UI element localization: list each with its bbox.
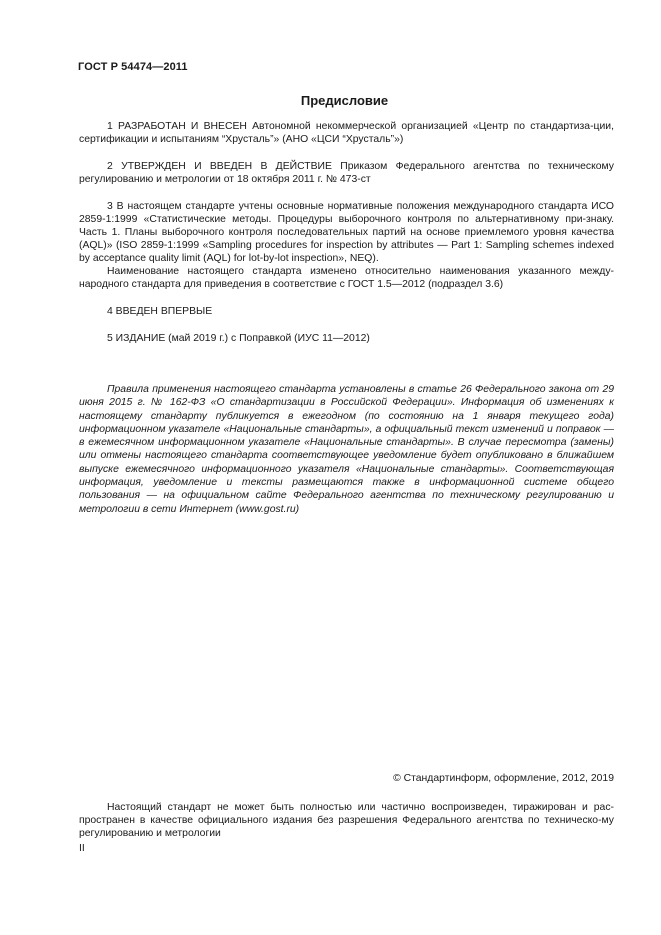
foreword-body (79, 120, 614, 359)
foreword-item-3-note: Наименование настоящего стандарта изменено относительно наименования указанного между-народного стандарта для приведения в соответствие с ГОСТ 1.5—2012 (подраздел 3.6) (79, 266, 614, 290)
reproduction-restriction-notice: Настоящий стандарт не может быть полностью или частично воспроизведен, тиражирован и рас-пространен в качестве официального издания без разрешения Федерального агентства по техническо-му регулированию и метрологии (79, 802, 614, 839)
application-rules-notice: Правила применения настоящего стандарта установлены в статье 26 Федерального закона от 29 июня 2015 г. № 162-ФЗ «О стандартизации в Российской Федерации». Информация об изменениях к настоящему стандарту публикуется в ежегодном (по состоянию на 1 января текущего года) информационном указателе «Национальные стандарты», а официальный текст изменений и поправок — в ежемесячном информационном указателе «Национальные стандарты». В случае пересмотра (замены) или отмены настоящего стандарта соответствующее уведомление будет опубликовано в ближайшем выпуске ежемесячного информационного указателя «Национальные стандарты». Соответствующая информация, уведомление и тексты размещаются также в информационной системе общего пользования — на официальном сайте Федерального агентства по техническому регулированию и метрологии в сети Интернет (www.gost.ru) (79, 384, 614, 515)
page-number: II (79, 843, 85, 854)
foreword-item-3: 3 В настоящем стандарте учтены основные нормативные положения международного стандарта ИСО 2859-1:1999 «Статистические методы. Процедуры выборочного контроля по альтернативному при-знаку. Часть 1. Планы выборочного контроля последовательных партий на основе приемлемого уровня качества (AQL)» (ISO 2859-1:1999 «Sampling procedures for inspection by attributes — Part 1: Sampling schemes indexed by acceptance quality limit (AQL) for lot-by-lot inspection», NEQ). (79, 201, 614, 264)
standard-id-header: ГОСТ Р 54474—2011 (78, 61, 188, 73)
copyright-line: © Стандартинформ, оформление, 2012, 2019 (393, 773, 614, 784)
page-title: Предисловие (300, 93, 389, 108)
foreword-item-4: 4 ВВЕДЕН ВПЕРВЫЕ (107, 306, 213, 317)
foreword-item-2: 2 УТВЕРЖДЕН И ВВЕДЕН В ДЕЙСТВИЕ Приказом Федерального агентства по техническому регулированию и метрологии от 18 октября 2011 г. № 473-ст (79, 161, 614, 185)
foreword-item-1: 1 РАЗРАБОТАН И ВНЕСЕН Автономной некоммерческой организацией «Центр по стандартиза-ции, сертификации и испытаниям “Хрусталь”» (АНО «ЦСИ “Хрусталь”») (79, 121, 614, 145)
foreword-item-5: 5 ИЗДАНИЕ (май 2019 г.) с Поправкой (ИУС 11—2012) (107, 333, 370, 344)
